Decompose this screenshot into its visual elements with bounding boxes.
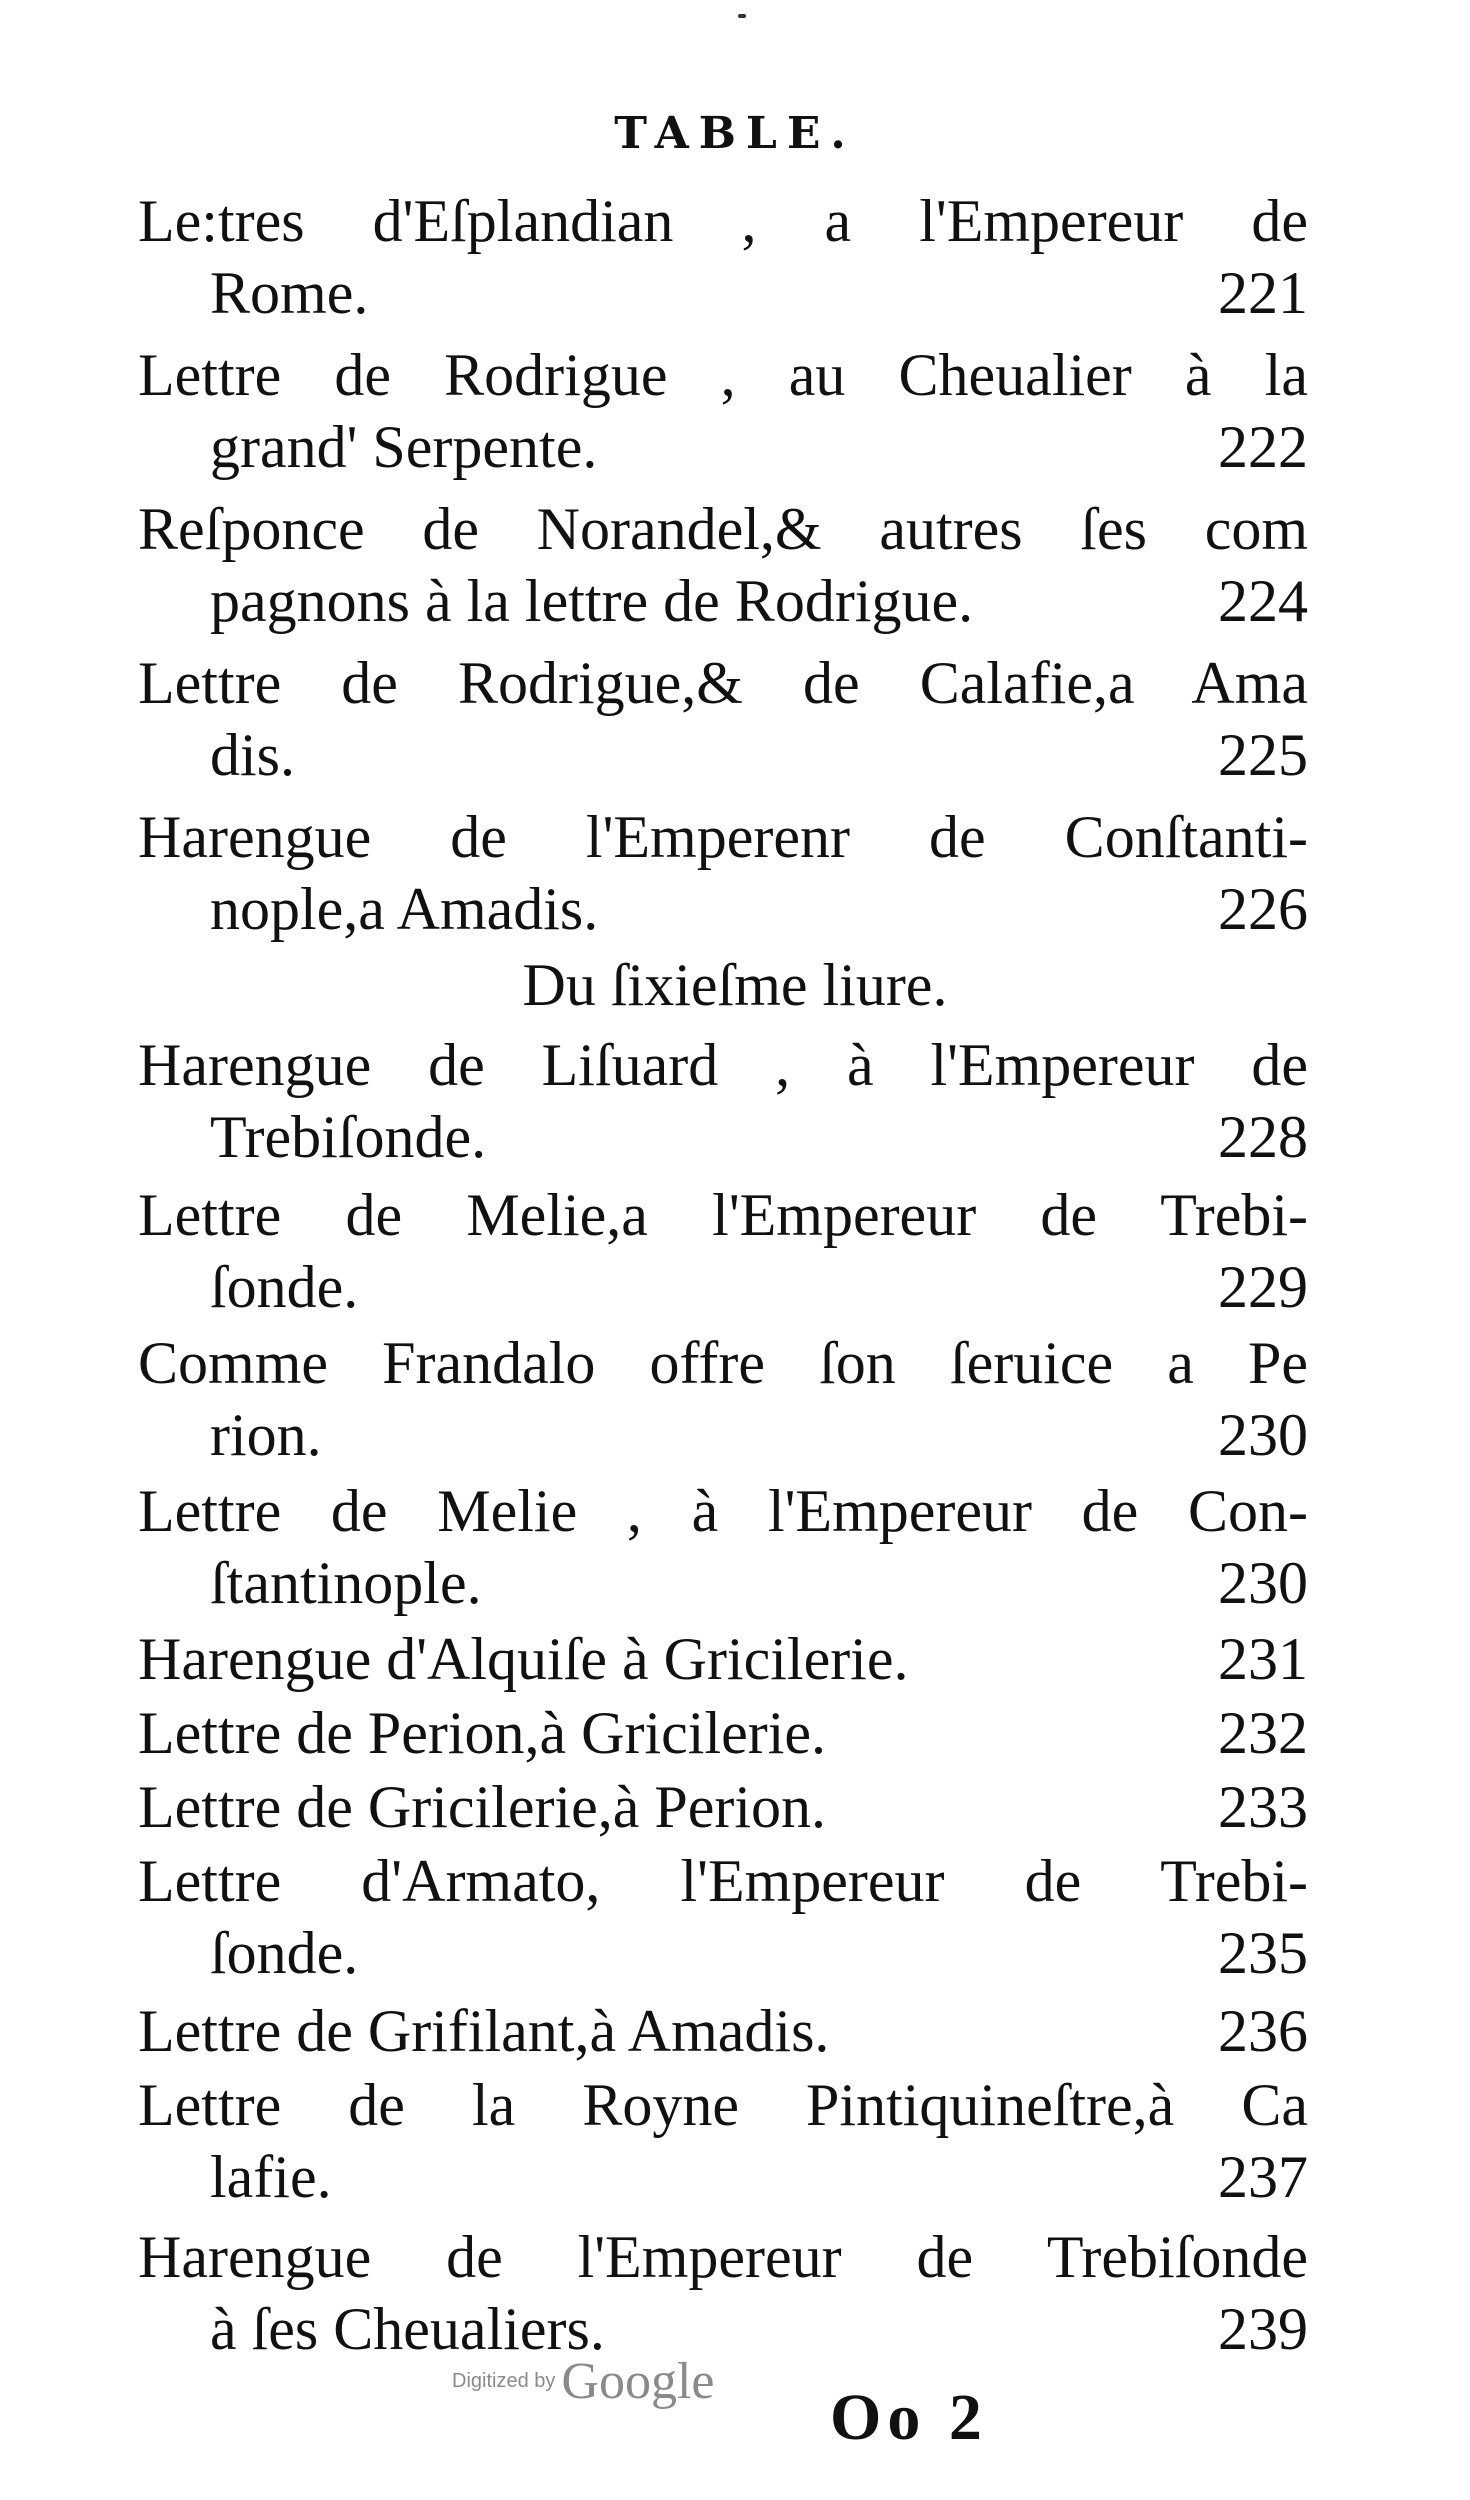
toc-page-number: 222 [1218,414,1308,480]
toc-entry-line: Lettre de Rodrigue , au Cheualier à la [138,342,1308,408]
toc-entry-line: Le:tres d'Eſplandian , a l'Empereur de [138,188,1308,254]
toc-entry-line: Lettre de Melie , à l'Empereur de Con- [138,1478,1308,1544]
toc-entry-continuation [210,720,1308,790]
toc-entry-line [138,1772,1308,1842]
toc-page-number: 224 [1218,568,1308,634]
toc-entry-line: Harengue de l'Empereur de Trebiſonde [138,2224,1308,2290]
toc-entry-text: lafie. [210,2144,332,2210]
toc-entry-line [138,1698,1308,1768]
toc-page-number: 230 [1218,1402,1308,1468]
toc-entry-text: ſonde. [210,1920,359,1986]
toc-entry-continuation [210,1252,1308,1322]
toc-page-number: 229 [1218,1254,1308,1320]
toc-entry-text: rion. [210,1402,322,1468]
toc-page-number: 236 [1218,1998,1308,2064]
toc-page-number: 235 [1218,1920,1308,1986]
toc-entry-text: pagnons à la lettre de Rodrigue. [210,568,974,634]
toc-entry-line: Reſponce de Norandel,& autres ſes com [138,496,1308,562]
toc-entry-text: Harengue d'Alquiſe à Gricilerie. [138,1626,909,1692]
ink-speck [738,14,746,18]
toc-page-number: 237 [1218,2144,1308,2210]
toc-page-number: 233 [1218,1774,1308,1840]
toc-entry-continuation [210,874,1308,944]
digitized-brand: Google [561,2353,715,2410]
toc-entry-continuation [210,1918,1308,1988]
toc-entry-continuation [210,258,1308,328]
toc-entry-continuation [210,2142,1308,2212]
toc-entry-line: Harengue de l'Emperenr de Conſtanti- [138,804,1308,870]
toc-entry-text: nople,a Amadis. [210,876,599,942]
section-heading: Du ſixieſme liure. [522,952,948,1018]
toc-entry-continuation [210,1548,1308,1618]
toc-entry-text: dis. [210,722,296,788]
toc-entry-continuation [210,566,1308,636]
toc-entry-line: Comme Frandalo offre ſon ſeruice a Pe [138,1330,1308,1396]
toc-page-number: 231 [1218,1626,1308,1692]
toc-page-number: 230 [1218,1550,1308,1616]
toc-page-number: 232 [1218,1700,1308,1766]
toc-entry-line: Harengue de Liſuard , à l'Empereur de [138,1032,1308,1098]
toc-entry-continuation [210,412,1308,482]
toc-entry-continuation [210,1102,1308,1172]
toc-entry-text: grand' Serpente. [210,414,598,480]
toc-entry-continuation [210,2294,1308,2364]
toc-entry-continuation [210,1400,1308,1470]
toc-entry-line: Lettre de Melie,a l'Empereur de Trebi- [138,1182,1308,1248]
toc-entry-text: Lettre de Grifilant,à Amadis. [138,1998,830,2064]
toc-page-number: 225 [1218,722,1308,788]
digitized-prefix: Digitized by [452,2370,556,2392]
toc-entry-text: ſonde. [210,1254,359,1320]
digitized-watermark [452,2352,714,2411]
toc-entry-line: Lettre d'Armato, l'Empereur de Trebi- [138,1848,1308,1914]
toc-entry-text: ſtantinople. [210,1550,482,1616]
running-head: TABLE. [614,108,856,159]
toc-page-number: 226 [1218,876,1308,942]
toc-entry-text: à ſes Cheualiers. [210,2296,605,2362]
toc-page-number: 239 [1218,2296,1308,2362]
toc-entry-line [138,1996,1308,2066]
toc-entry-text: Lettre de Perion,à Gricilerie. [138,1700,827,1766]
toc-page-number: 221 [1218,260,1308,326]
toc-entry-line [138,1624,1308,1694]
toc-page-number: 228 [1218,1104,1308,1170]
toc-entry-line: Lettre de Rodrigue,& de Calafie,a Ama [138,650,1308,716]
signature-mark: Oo 2 [830,2381,988,2454]
toc-entry-text: Trebiſonde. [210,1104,487,1170]
toc-entry-line: Lettre de la Royne Pintiquineſtre,à Ca [138,2072,1308,2138]
toc-entry-text: Rome. [210,260,369,326]
toc-entry-text: Lettre de Gricilerie,à Perion. [138,1774,827,1840]
